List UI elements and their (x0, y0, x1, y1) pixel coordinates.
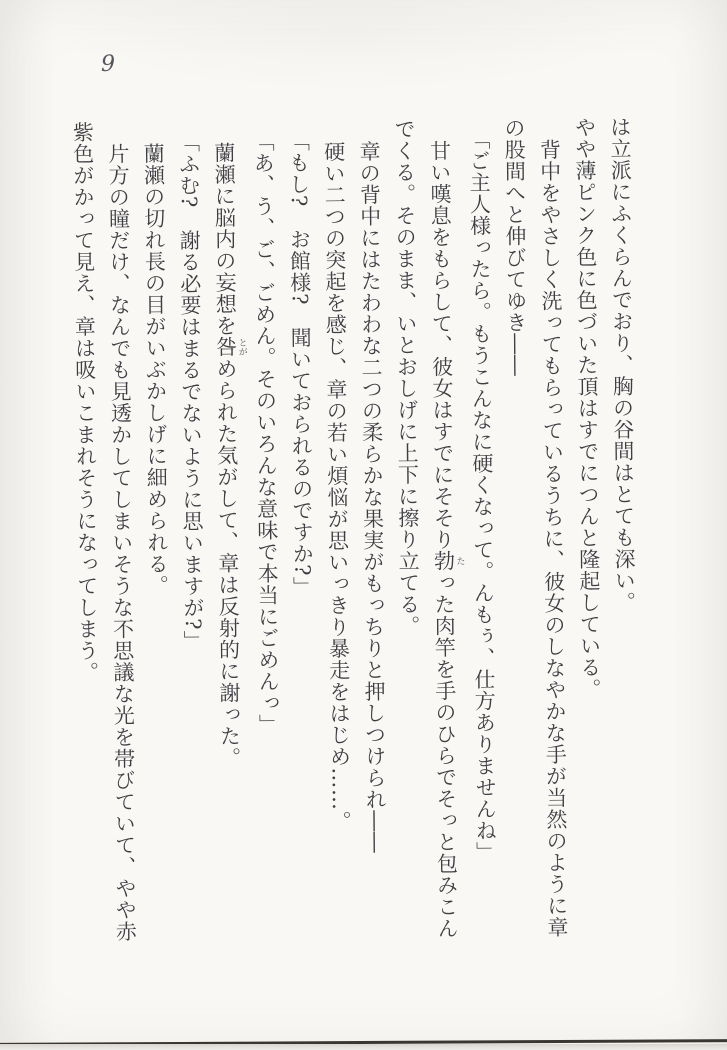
ruby-annotated-text: 咎とが (213, 336, 248, 359)
text-column-7: でくる。そのまま、いとおしげに上下に擦り立てる。 (392, 118, 422, 637)
text-column-2: やや薄ピンク色に色づいた頂はすでにつんと隆起している。 (572, 116, 603, 700)
text-column-1: は立派にふくらんでおり、胸の谷間はとても深い。 (608, 116, 637, 614)
text-column-12: 蘭瀬に脳内の妄想を咎とがめられた気がして、章は反射的に謝った。 (211, 141, 248, 769)
text-column-11: 「あ、う、ご、ごめん。そのいろんな意味で本当にごめんっ」 (251, 130, 281, 736)
text-column-10: 「もし? お館様? 聞いておられるのですか?」 (286, 130, 315, 598)
page-bottom-edge-strip (0, 1044, 727, 1050)
text-column-6: 甘い嘆息をもらして、彼女はすでにそそり勃たった肉竿を手のひらでそっと包みこん (427, 139, 465, 940)
text-column-14: 蘭瀬の切れ長の目がいぶかしげに細められる。 (141, 142, 170, 597)
text-column-5: 「ご主人様ったら。もうこんなに硬くなって。んもぅ、仕方ありませんね」 (466, 128, 498, 864)
text-column-4: の股間へと伸びてゆき―― (502, 117, 529, 377)
text-column-15: 片方の瞳だけ、なんでも見透かしてしまいそうな不思議な光を帯びていて、やや赤 (106, 142, 138, 943)
ruby-annotated-text: 勃た (431, 550, 465, 573)
text-column-16: 紫色がかって見え、章は吸いこまれそうになってしまう。 (70, 121, 100, 684)
page-number: 9 (101, 52, 115, 77)
text-column-3: 背中をやさしく洗ってもらっているうちに、彼女のしなやかな手が当然のように章 (537, 138, 570, 939)
text-column-13: 「ふむ? 謝る必要はまるでないように思いますが?」 (176, 131, 206, 652)
text-block (64, 116, 645, 1006)
text-column-9: 硬い二つの突起を感じ、章の若い煩悩が思いっきり暴走をはじめ……。 (321, 140, 353, 833)
text-column-8: 章の背中にはたわわな二つの柔らかな果実がもっちりと押しつけられ―― (357, 140, 388, 854)
